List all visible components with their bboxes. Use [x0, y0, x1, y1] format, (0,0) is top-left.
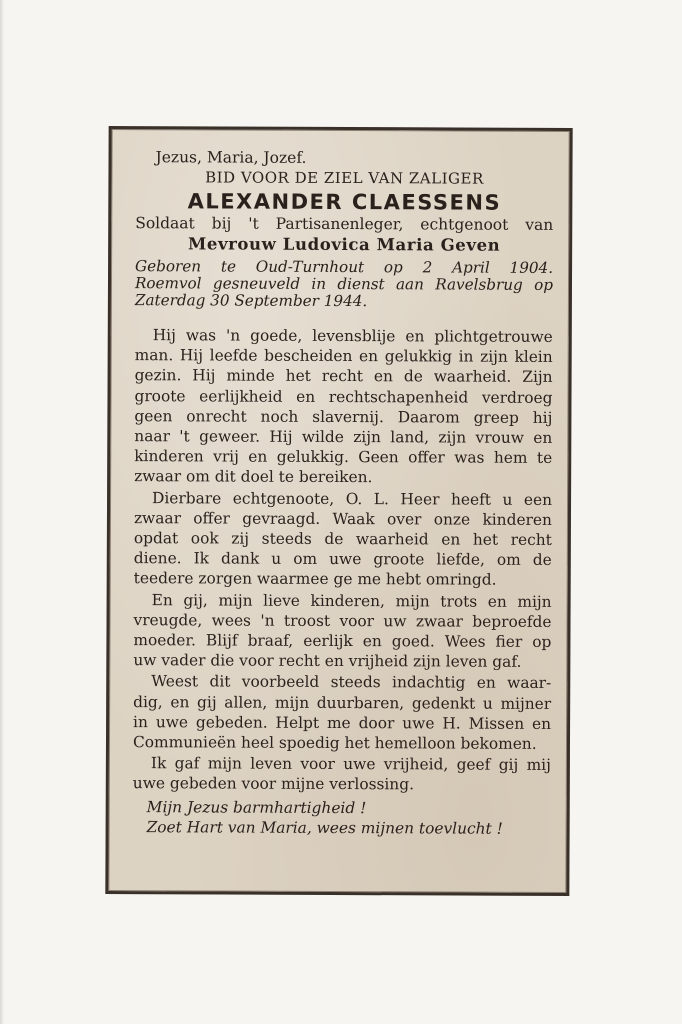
memorial-text: [133, 325, 553, 795]
text-line: moeder. Blijf braaf, eerlijk en goed. Wees fier op: [133, 631, 552, 651]
paragraph-all: [133, 672, 551, 755]
text-line: Dierbare echtgenoote, O. L. Heer heeft u een: [152, 488, 553, 509]
text-line: uw vader die voor recht en vrijheid zijn leven gaf.: [133, 651, 522, 672]
death-line: Roemvol gesneuveld in dienst aan Ravelsbrug op: [134, 274, 554, 294]
prayer-line: Zoet Hart van Maria, wees mijnen toevlucht !: [146, 817, 503, 838]
text-line: teedere zorgen waarmee ge me hebt omringd.: [133, 569, 497, 590]
text-line: zwaar offer gevraagd. Waak over onze kinderen: [133, 508, 553, 529]
invocation: Jezus, Maria, Jozef.: [155, 148, 307, 167]
spouse-name: Mevrouw Ludovica Maria Geven: [187, 234, 501, 255]
text-line: naar 't geweer. Hij wilde zijn land, zijn vrouw en: [134, 427, 553, 447]
text-line: Hij was 'n goede, levensblije en plichtgetrouwe: [152, 326, 553, 346]
birth-death-details: [135, 258, 553, 311]
paragraph-children: [133, 590, 551, 673]
text-line: zwaar om dit doel te bereiken.: [134, 467, 373, 487]
text-line: Communieën heel spoedig het hemelloon bekomen.: [132, 733, 537, 753]
closing-prayers: [147, 797, 551, 839]
scan-edge-shadow: [0, 0, 4, 1024]
text-line: Ik gaf mijn leven voor uwe vrijheid, geef gij mij: [150, 754, 551, 775]
text-line: man. Hij leefde bescheiden en gelukkig in zijn klein: [134, 346, 553, 367]
text-line: uwe gebeden voor mijne verlossing.: [132, 774, 415, 794]
text-line: gezin. Hij minde het recht en de waarheid. Zijn: [134, 366, 553, 387]
text-line: En gij, mijn lieve kinderen, mijn trots en mijn: [151, 590, 552, 611]
text-line: in uwe gebeden. Helpt me door uwe H. Missen en: [133, 712, 552, 733]
birth-line: Geboren te Oud-Turnhout op 2 April 1904.: [135, 257, 554, 277]
card-text: [133, 147, 554, 838]
paragraph-spouse: [134, 488, 552, 591]
text-line: opdat ook zij steeds de waarheid en het recht: [133, 529, 552, 549]
text-line: Weest dit voorbeeld steeds indachtig en waar-: [151, 672, 552, 693]
text-line: vreugde, wees 'n troost voor uw zwaar beproefde: [133, 610, 552, 631]
paragraph-freedom: [133, 753, 551, 795]
paragraph-life: [134, 325, 553, 488]
text-line: kinderen vrij en gelukkig. Geen offer was hem te: [134, 447, 553, 468]
death-date-line: Zaterdag 30 September 1944.: [134, 291, 368, 311]
text-line: groote eerlijkheid en rechtschapenheid verdroeg: [134, 386, 553, 407]
prayer-request-heading: BID VOOR DE ZIEL VAN ZALIGER: [205, 168, 484, 188]
memorial-card: [105, 126, 572, 896]
prayer-line: Mijn Jezus barmhartigheid !: [146, 797, 367, 817]
text-line: dig, en gij allen, mijn duurbaren, gedenkt u mijner: [133, 692, 552, 713]
text-line: diene. Ik dank u om uwe groote liefde, om de: [133, 549, 552, 570]
deceased-name: ALEXANDER CLAESSENS: [187, 189, 502, 215]
text-line: geen onrecht noch slavernij. Daarom greep hij: [134, 406, 553, 427]
role-line: Soldaat bij 't Partisanenleger, echtgenoot van: [135, 214, 554, 234]
